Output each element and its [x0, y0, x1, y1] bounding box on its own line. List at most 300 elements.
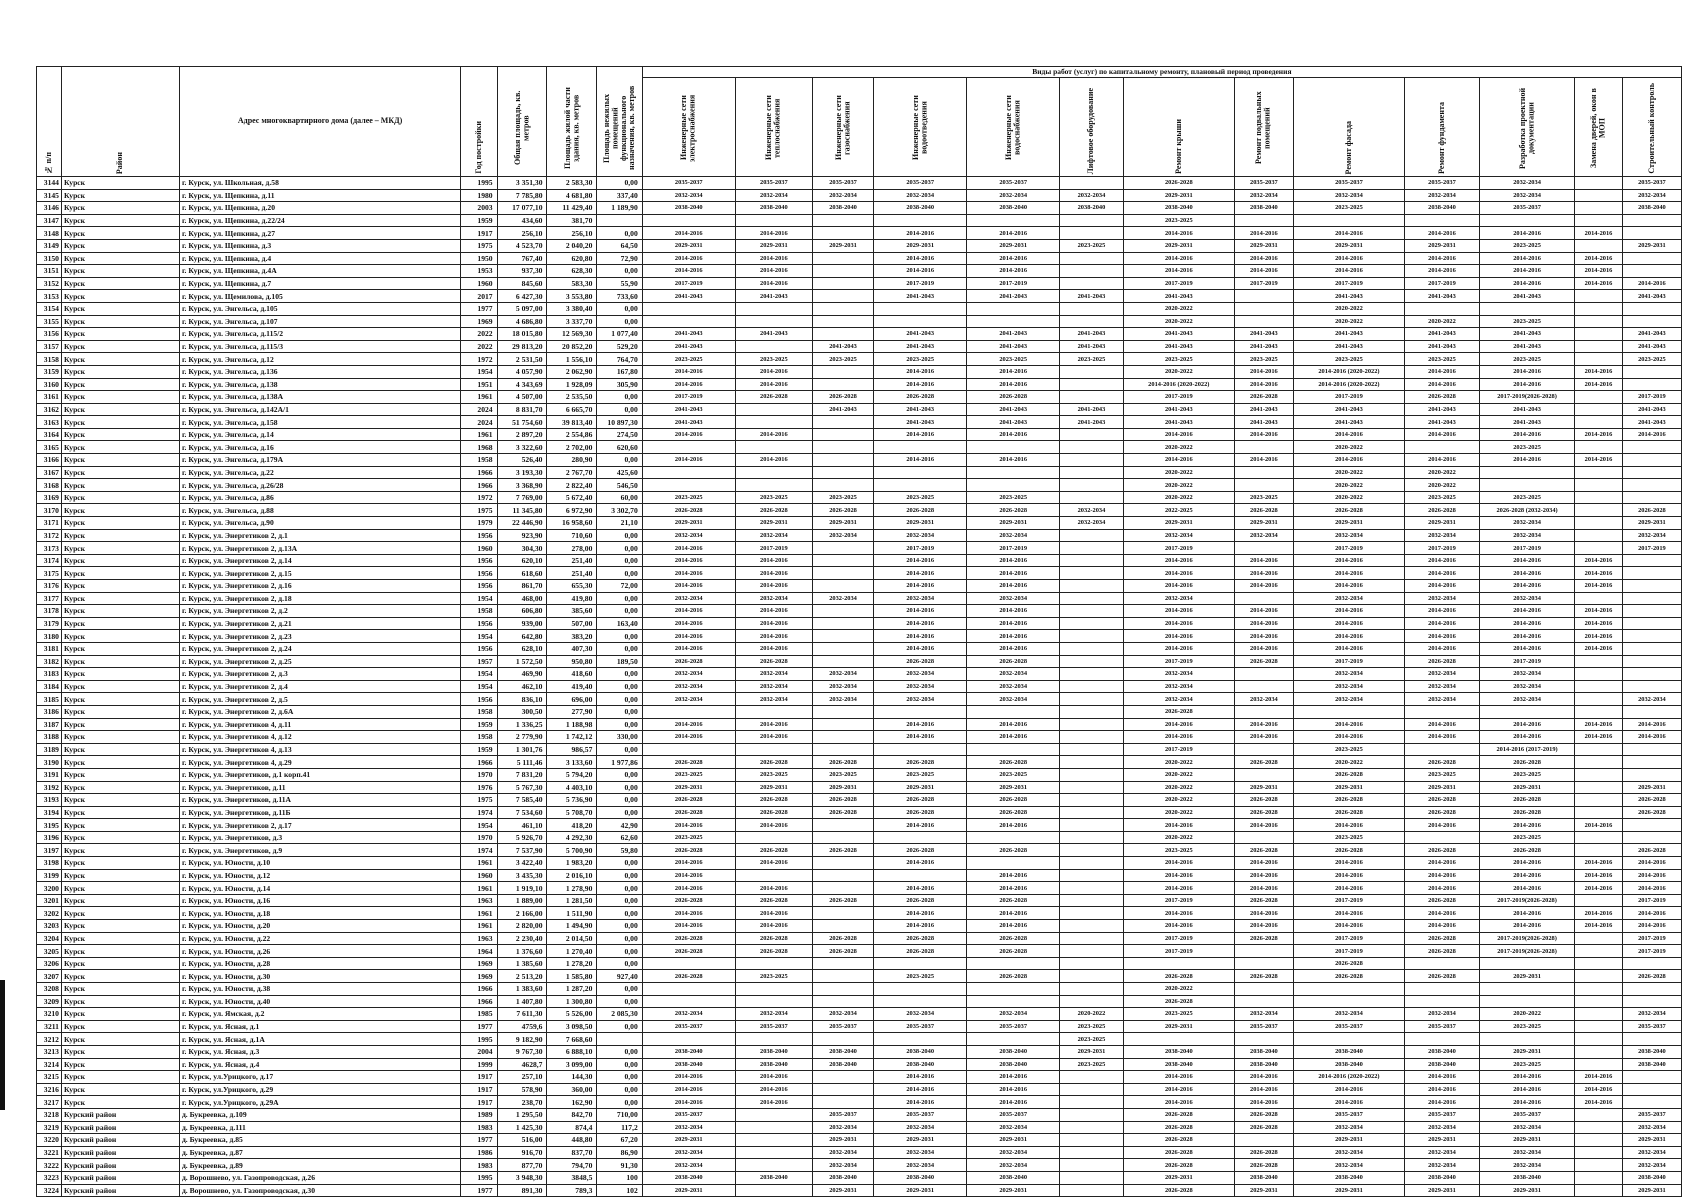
total-area-cell: 3 351,30 [497, 177, 547, 190]
work-roof-cell: 2014-2016 [1123, 580, 1234, 593]
total-area-cell: 620,10 [497, 554, 547, 567]
work-doors-windows-cell: 2014-2016 [1575, 819, 1623, 832]
work-sewerage-cell [874, 1033, 967, 1046]
work-roof-cell: 2026-2028 [1123, 970, 1234, 983]
work-roof-cell: 2014-2016 [1123, 731, 1234, 744]
nonresidential-area-cell: 72,90 [597, 252, 642, 265]
work-sewerage-cell: 2032-2034 [874, 1146, 967, 1159]
work-sewerage-cell: 2035-2037 [874, 1020, 967, 1033]
work-construction-control-cell [1622, 668, 1681, 681]
work-basement-cell: 2026-2028 [1234, 391, 1293, 404]
work-construction-control-cell [1622, 1071, 1681, 1084]
work-electricity-cell [642, 315, 735, 328]
work-facade-cell: 2017-2019 [1293, 655, 1404, 668]
work-foundation-cell: 2032-2034 [1405, 680, 1480, 693]
nonresidential-area-cell: 1 077,40 [597, 328, 642, 341]
header-work-10: Разработка проектной документации [1479, 78, 1574, 177]
work-facade-cell [1293, 705, 1404, 718]
year-built-cell: 1961 [461, 920, 497, 933]
work-heating-cell [735, 1134, 812, 1147]
nonresidential-area-cell: 0,00 [597, 794, 642, 807]
header-no: № п/п [37, 67, 62, 177]
work-project-docs-cell: 2032-2034 [1479, 592, 1574, 605]
work-doors-windows-cell [1575, 403, 1623, 416]
row-number-cell: 3210 [37, 1008, 62, 1021]
work-electricity-cell: 2041-2043 [642, 340, 735, 353]
work-doors-windows-cell: 2014-2016 [1575, 567, 1623, 580]
work-elevator-cell [1060, 983, 1124, 996]
work-basement-cell: 2032-2034 [1234, 189, 1293, 202]
district-cell: Курск [61, 1020, 179, 1033]
work-facade-cell: 2032-2034 [1293, 1146, 1404, 1159]
work-roof-cell: 2020-2022 [1123, 756, 1234, 769]
work-electricity-cell: 2014-2016 [642, 1083, 735, 1096]
work-sewerage-cell [874, 995, 967, 1008]
work-facade-cell: 2023-2025 [1293, 831, 1404, 844]
row-number-cell: 3175 [37, 567, 62, 580]
living-area-cell: 12 569,30 [547, 328, 597, 341]
living-area-cell: 1 278,20 [547, 957, 597, 970]
nonresidential-area-cell: 189,50 [597, 655, 642, 668]
district-cell: Курск [61, 718, 179, 731]
work-heating-cell: 2032-2034 [735, 680, 812, 693]
work-heating-cell [735, 214, 812, 227]
nonresidential-area-cell: 0,00 [597, 265, 642, 278]
work-electricity-cell: 2014-2016 [642, 617, 735, 630]
living-area-cell: 6 888,10 [547, 1045, 597, 1058]
nonresidential-area-cell: 100 [597, 1171, 642, 1184]
living-area-cell: 2 014,50 [547, 932, 597, 945]
work-gas-cell [812, 378, 873, 391]
work-water-cell [967, 831, 1060, 844]
work-project-docs-cell: 2032-2034 [1479, 680, 1574, 693]
work-basement-cell [1234, 983, 1293, 996]
work-facade-cell: 2014-2016 [1293, 630, 1404, 643]
living-area-cell: 710,60 [547, 529, 597, 542]
work-doors-windows-cell [1575, 529, 1623, 542]
work-doors-windows-cell [1575, 353, 1623, 366]
work-construction-control-cell: 2023-2025 [1622, 353, 1681, 366]
work-elevator-cell [1060, 252, 1124, 265]
address-cell: г. Курск, ул. Щепкина, д.3 [179, 239, 460, 252]
work-heating-cell: 2023-2025 [735, 491, 812, 504]
work-doors-windows-cell [1575, 945, 1623, 958]
header-district: Район [61, 67, 179, 177]
work-gas-cell: 2026-2028 [812, 391, 873, 404]
table-row [37, 353, 1682, 366]
nonresidential-area-cell: 1 977,86 [597, 756, 642, 769]
work-foundation-cell: 2014-2016 [1405, 882, 1480, 895]
row-number-cell: 3155 [37, 315, 62, 328]
work-electricity-cell: 2014-2016 [642, 642, 735, 655]
work-facade-cell: 2014-2016 (2020-2022) [1293, 378, 1404, 391]
nonresidential-area-cell: 0,00 [597, 718, 642, 731]
work-heating-cell: 2014-2016 [735, 819, 812, 832]
nonresidential-area-cell: 0,00 [597, 907, 642, 920]
total-area-cell: 845,60 [497, 277, 547, 290]
work-doors-windows-cell [1575, 517, 1623, 530]
work-elevator-cell [1060, 894, 1124, 907]
address-cell: г. Курск, ул. Энгельса, д.138А [179, 391, 460, 404]
work-foundation-cell: 2014-2016 [1405, 642, 1480, 655]
total-area-cell: 22 446,90 [497, 517, 547, 530]
work-project-docs-cell: 2014-2016 [1479, 869, 1574, 882]
table-row [37, 1033, 1682, 1046]
work-heating-cell: 2026-2028 [735, 391, 812, 404]
table-row [37, 479, 1682, 492]
table-row [37, 416, 1682, 429]
nonresidential-area-cell: 0,00 [597, 743, 642, 756]
work-elevator-cell [1060, 177, 1124, 190]
work-roof-cell: 2023-2025 [1123, 214, 1234, 227]
row-number-cell: 3173 [37, 542, 62, 555]
work-project-docs-cell: 2023-2025 [1479, 831, 1574, 844]
district-cell: Курск [61, 340, 179, 353]
work-foundation-cell: 2014-2016 [1405, 580, 1480, 593]
living-area-cell: 655,30 [547, 580, 597, 593]
work-water-cell: 2014-2016 [967, 718, 1060, 731]
work-construction-control-cell: 2026-2028 [1622, 504, 1681, 517]
nonresidential-area-cell [597, 1033, 642, 1046]
row-number-cell: 3172 [37, 529, 62, 542]
work-project-docs-cell: 2014-2016 [1479, 731, 1574, 744]
work-basement-cell [1234, 705, 1293, 718]
table-row [37, 580, 1682, 593]
work-electricity-cell [642, 466, 735, 479]
work-gas-cell: 2041-2043 [812, 340, 873, 353]
work-roof-cell: 2026-2028 [1123, 177, 1234, 190]
total-area-cell: 3 948,30 [497, 1171, 547, 1184]
year-built-cell: 1966 [461, 479, 497, 492]
work-heating-cell: 2017-2019 [735, 542, 812, 555]
living-area-cell: 1 188,98 [547, 718, 597, 731]
work-facade-cell: 2029-2031 [1293, 1134, 1404, 1147]
address-cell: г. Курск, ул. Энергетиков 2, д.13А [179, 542, 460, 555]
living-area-cell: 5 672,40 [547, 491, 597, 504]
work-construction-control-cell [1622, 441, 1681, 454]
work-heating-cell: 2023-2025 [735, 970, 812, 983]
work-construction-control-cell [1622, 365, 1681, 378]
address-cell: г. Курск, ул.Урицкого, д.29 [179, 1083, 460, 1096]
work-heating-cell: 2023-2025 [735, 353, 812, 366]
work-construction-control-cell: 2038-2040 [1622, 1171, 1681, 1184]
work-facade-cell: 2014-2016 [1293, 428, 1404, 441]
year-built-cell: 1979 [461, 517, 497, 530]
nonresidential-area-cell: 0,00 [597, 592, 642, 605]
work-construction-control-cell: 2032-2034 [1622, 529, 1681, 542]
work-roof-cell: 2014-2016 [1123, 1083, 1234, 1096]
work-project-docs-cell [1479, 302, 1574, 315]
address-cell: г. Курск, ул. Энгельса, д.105 [179, 302, 460, 315]
work-elevator-cell: 2023-2025 [1060, 353, 1124, 366]
table-row [37, 781, 1682, 794]
district-cell: Курск [61, 529, 179, 542]
district-cell: Курск [61, 882, 179, 895]
address-cell: г. Курск, ул. Юности, д.20 [179, 920, 460, 933]
row-number-cell: 3177 [37, 592, 62, 605]
year-built-cell: 1972 [461, 491, 497, 504]
work-water-cell [967, 479, 1060, 492]
total-area-cell: 4 523,70 [497, 239, 547, 252]
work-facade-cell: 2032-2034 [1293, 1008, 1404, 1021]
work-project-docs-cell: 2014-2016 [1479, 378, 1574, 391]
nonresidential-area-cell: 1 189,90 [597, 202, 642, 215]
work-project-docs-cell: 2032-2034 [1479, 177, 1574, 190]
work-gas-cell: 2032-2034 [812, 1146, 873, 1159]
address-cell: г. Курск, ул. Щепкина, д.27 [179, 227, 460, 240]
table-body [37, 177, 1682, 1197]
work-water-cell [967, 302, 1060, 315]
work-basement-cell: 2026-2028 [1234, 1108, 1293, 1121]
row-number-cell: 3153 [37, 290, 62, 303]
work-sewerage-cell: 2014-2016 [874, 617, 967, 630]
work-electricity-cell: 2029-2031 [642, 239, 735, 252]
district-cell: Курск [61, 479, 179, 492]
work-construction-control-cell: 2026-2028 [1622, 794, 1681, 807]
work-doors-windows-cell [1575, 1159, 1623, 1172]
row-number-cell: 3206 [37, 957, 62, 970]
work-facade-cell: 2041-2043 [1293, 328, 1404, 341]
table-row [37, 504, 1682, 517]
table-row [37, 277, 1682, 290]
year-built-cell: 1961 [461, 857, 497, 870]
table-row [37, 882, 1682, 895]
work-project-docs-cell [1479, 705, 1574, 718]
work-facade-cell: 2032-2034 [1293, 668, 1404, 681]
nonresidential-area-cell: 0,00 [597, 315, 642, 328]
nonresidential-area-cell: 0,00 [597, 454, 642, 467]
total-area-cell: 5 111,46 [497, 756, 547, 769]
work-elevator-cell: 2041-2043 [1060, 416, 1124, 429]
total-area-cell: 304,30 [497, 542, 547, 555]
work-foundation-cell: 2032-2034 [1405, 592, 1480, 605]
work-doors-windows-cell: 2014-2016 [1575, 365, 1623, 378]
work-water-cell: 2026-2028 [967, 806, 1060, 819]
work-gas-cell [812, 995, 873, 1008]
work-foundation-cell [1405, 214, 1480, 227]
header-work-5: Лифтовое оборудование [1060, 78, 1124, 177]
district-cell: Курск [61, 517, 179, 530]
work-basement-cell: 2014-2016 [1234, 642, 1293, 655]
row-number-cell: 3193 [37, 794, 62, 807]
work-elevator-cell [1060, 1096, 1124, 1109]
nonresidential-area-cell: 64,50 [597, 239, 642, 252]
work-facade-cell: 2032-2034 [1293, 693, 1404, 706]
work-water-cell: 2014-2016 [967, 882, 1060, 895]
total-area-cell: 1 889,00 [497, 894, 547, 907]
work-water-cell: 2014-2016 [967, 907, 1060, 920]
total-area-cell: 9 182,90 [497, 1033, 547, 1046]
row-number-cell: 3219 [37, 1121, 62, 1134]
work-heating-cell: 2029-2031 [735, 781, 812, 794]
nonresidential-area-cell: 163,40 [597, 617, 642, 630]
work-gas-cell: 2032-2034 [812, 1159, 873, 1172]
year-built-cell: 2024 [461, 416, 497, 429]
nonresidential-area-cell: 927,40 [597, 970, 642, 983]
work-heating-cell: 2041-2043 [735, 290, 812, 303]
year-built-cell: 2022 [461, 328, 497, 341]
row-number-cell: 3166 [37, 454, 62, 467]
work-heating-cell [735, 466, 812, 479]
work-elevator-cell [1060, 1121, 1124, 1134]
nonresidential-area-cell: 425,60 [597, 466, 642, 479]
work-foundation-cell: 2038-2040 [1405, 1058, 1480, 1071]
living-area-cell: 11 429,40 [547, 202, 597, 215]
nonresidential-area-cell: 0,00 [597, 642, 642, 655]
work-heating-cell: 2014-2016 [735, 454, 812, 467]
district-cell: Курск [61, 1045, 179, 1058]
work-roof-cell: 2041-2043 [1123, 328, 1234, 341]
work-sewerage-cell: 2014-2016 [874, 857, 967, 870]
work-project-docs-cell [1479, 479, 1574, 492]
work-facade-cell: 2038-2040 [1293, 1045, 1404, 1058]
table-row [37, 693, 1682, 706]
work-basement-cell: 2041-2043 [1234, 403, 1293, 416]
work-facade-cell: 2014-2016 [1293, 454, 1404, 467]
work-foundation-cell [1405, 957, 1480, 970]
work-heating-cell [735, 995, 812, 1008]
total-area-cell: 1 407,80 [497, 995, 547, 1008]
work-construction-control-cell [1622, 265, 1681, 278]
work-project-docs-cell: 2014-2016 [1479, 718, 1574, 731]
row-number-cell: 3183 [37, 668, 62, 681]
work-project-docs-cell: 2014-2016 [1479, 617, 1574, 630]
work-facade-cell: 2020-2022 [1293, 479, 1404, 492]
work-gas-cell: 2038-2040 [812, 1045, 873, 1058]
work-facade-cell: 2035-2037 [1293, 1020, 1404, 1033]
address-cell: г. Курск, ул. Юности, д.18 [179, 907, 460, 920]
address-cell: г. Курск, ул. Энергетиков 2, д.23 [179, 630, 460, 643]
header-work-3: Инженерные сети водоотведения [874, 78, 967, 177]
work-elevator-cell [1060, 693, 1124, 706]
work-foundation-cell: 2038-2040 [1405, 1045, 1480, 1058]
work-facade-cell: 2014-2016 [1293, 819, 1404, 832]
work-construction-control-cell: 2032-2034 [1622, 1121, 1681, 1134]
district-cell: Курский район [61, 1108, 179, 1121]
year-built-cell: 1958 [461, 605, 497, 618]
work-heating-cell: 2014-2016 [735, 365, 812, 378]
work-foundation-cell: 2026-2028 [1405, 844, 1480, 857]
nonresidential-area-cell: 0,00 [597, 1071, 642, 1084]
address-cell: д. Букреевка, д.85 [179, 1134, 460, 1147]
work-sewerage-cell: 2017-2019 [874, 277, 967, 290]
living-area-cell: 16 958,60 [547, 517, 597, 530]
work-heating-cell: 2038-2040 [735, 1171, 812, 1184]
table-row [37, 894, 1682, 907]
work-heating-cell [735, 743, 812, 756]
total-area-cell: 916,70 [497, 1146, 547, 1159]
address-cell: г. Курск, ул. Юности, д.16 [179, 894, 460, 907]
header-work-6: Ремонт крыши [1123, 78, 1234, 177]
work-construction-control-cell: 2026-2028 [1622, 806, 1681, 819]
work-foundation-cell: 2014-2016 [1405, 731, 1480, 744]
work-basement-cell: 2026-2028 [1234, 932, 1293, 945]
work-roof-cell: 2029-2031 [1123, 239, 1234, 252]
district-cell: Курск [61, 353, 179, 366]
year-built-cell: 1959 [461, 214, 497, 227]
work-sewerage-cell: 2014-2016 [874, 605, 967, 618]
work-heating-cell [735, 340, 812, 353]
work-foundation-cell: 2020-2022 [1405, 479, 1480, 492]
work-water-cell: 2032-2034 [967, 1159, 1060, 1172]
row-number-cell: 3188 [37, 731, 62, 744]
work-foundation-cell: 2026-2028 [1405, 806, 1480, 819]
work-foundation-cell [1405, 302, 1480, 315]
year-built-cell: 1961 [461, 882, 497, 895]
work-facade-cell: 2038-2040 [1293, 1058, 1404, 1071]
year-built-cell: 1969 [461, 957, 497, 970]
work-roof-cell: 2038-2040 [1123, 202, 1234, 215]
work-elevator-cell [1060, 277, 1124, 290]
header-work-11: Замена дверей, окон в МОП [1575, 78, 1623, 177]
nonresidential-area-cell: 0,00 [597, 630, 642, 643]
work-foundation-cell: 2026-2028 [1405, 945, 1480, 958]
work-basement-cell: 2029-2031 [1234, 781, 1293, 794]
work-project-docs-cell: 2014-2016 (2017-2019) [1479, 743, 1574, 756]
work-roof-cell: 2041-2043 [1123, 290, 1234, 303]
work-gas-cell: 2035-2037 [812, 1020, 873, 1033]
work-roof-cell: 2014-2016 [1123, 605, 1234, 618]
work-project-docs-cell: 2014-2016 [1479, 580, 1574, 593]
work-electricity-cell: 2026-2028 [642, 655, 735, 668]
work-doors-windows-cell [1575, 1058, 1623, 1071]
work-gas-cell [812, 1083, 873, 1096]
work-project-docs-cell [1479, 214, 1574, 227]
work-water-cell: 2026-2028 [967, 655, 1060, 668]
work-construction-control-cell [1622, 567, 1681, 580]
work-gas-cell: 2032-2034 [812, 189, 873, 202]
row-number-cell: 3192 [37, 781, 62, 794]
nonresidential-area-cell: 0,00 [597, 857, 642, 870]
work-gas-cell [812, 743, 873, 756]
work-heating-cell: 2014-2016 [735, 227, 812, 240]
work-construction-control-cell: 2017-2019 [1622, 894, 1681, 907]
work-roof-cell: 2014-2016 [1123, 718, 1234, 731]
header-living-area: Площадь жилой части здания, кв. метров [547, 67, 597, 177]
nonresidential-area-cell: 0,00 [597, 995, 642, 1008]
work-facade-cell: 2020-2022 [1293, 466, 1404, 479]
district-cell: Курск [61, 907, 179, 920]
work-elevator-cell: 2041-2043 [1060, 340, 1124, 353]
work-heating-cell: 2014-2016 [735, 630, 812, 643]
work-project-docs-cell: 2017-2019(2026-2028) [1479, 391, 1574, 404]
work-water-cell: 2014-2016 [967, 630, 1060, 643]
table-row [37, 328, 1682, 341]
work-doors-windows-cell [1575, 1033, 1623, 1046]
work-sewerage-cell: 2014-2016 [874, 718, 967, 731]
table-row [37, 365, 1682, 378]
year-built-cell: 1954 [461, 630, 497, 643]
work-gas-cell [812, 554, 873, 567]
work-heating-cell: 2014-2016 [735, 265, 812, 278]
work-basement-cell: 2038-2040 [1234, 1045, 1293, 1058]
work-facade-cell: 2026-2028 [1293, 806, 1404, 819]
work-water-cell: 2014-2016 [967, 554, 1060, 567]
work-sewerage-cell [874, 466, 967, 479]
nonresidential-area-cell: 0,00 [597, 781, 642, 794]
work-basement-cell [1234, 668, 1293, 681]
total-area-cell: 1 383,60 [497, 983, 547, 996]
work-basement-cell [1234, 214, 1293, 227]
work-sewerage-cell: 2032-2034 [874, 529, 967, 542]
work-basement-cell: 2014-2016 [1234, 819, 1293, 832]
address-cell: г. Курск, ул. Энергетиков, д.3 [179, 831, 460, 844]
work-roof-cell: 2014-2016 [1123, 554, 1234, 567]
work-water-cell: 2014-2016 [967, 642, 1060, 655]
work-elevator-cell [1060, 1108, 1124, 1121]
nonresidential-area-cell: 0,00 [597, 302, 642, 315]
total-area-cell: 461,10 [497, 819, 547, 832]
